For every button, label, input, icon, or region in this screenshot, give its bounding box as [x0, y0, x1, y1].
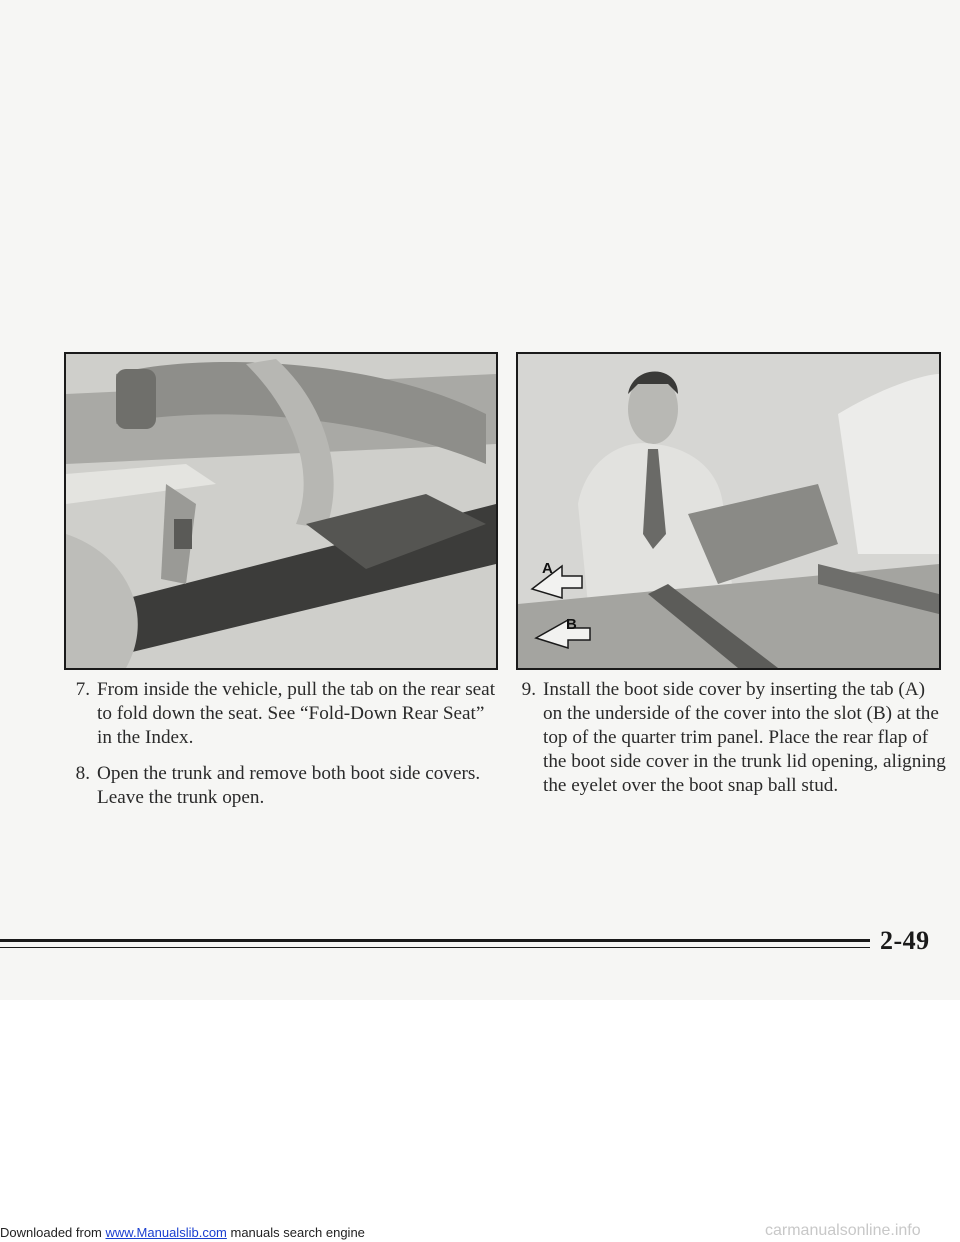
right-column-steps	[506, 678, 946, 810]
step-7	[60, 678, 500, 750]
fold-down-seat-illustration	[64, 352, 498, 670]
download-footer	[0, 1225, 365, 1240]
boot-side-cover-illustration	[516, 352, 941, 670]
footer-rule-thin	[0, 947, 870, 948]
callout-label-a: A	[542, 560, 553, 577]
step-text: Install the boot side cover by inserting the tab (A) on the underside of the cover into the slot (B) at the top of the quarter trim panel. Place the rear flap of the boot side cover in the trunk lid opening, aligning the eyelet over the boot snap ball stud.	[543, 679, 946, 796]
step-number: 7.	[75, 679, 90, 700]
step-number: 9.	[521, 679, 536, 700]
step-9	[506, 678, 946, 798]
page-number: 2-49	[880, 926, 930, 955]
step-text: From inside the vehicle, pull the tab on the rear seat to fold down the seat. See “Fold-Down Rear Seat” in the Index.	[97, 679, 496, 748]
footer-prefix: Downloaded from	[0, 1225, 106, 1240]
callout-label-b: B	[566, 616, 577, 633]
footer-rule	[0, 939, 870, 942]
step-text: Open the trunk and remove both boot side covers. Leave the trunk open.	[97, 763, 481, 808]
left-column-steps	[60, 678, 500, 822]
footer-suffix: manuals search engine	[226, 1225, 365, 1240]
step-8	[60, 762, 500, 810]
manualslib-link[interactable]: www.Manualslib.com	[105, 1225, 227, 1240]
step-number: 8.	[75, 763, 90, 784]
site-watermark: carmanualsonline.info	[765, 1222, 921, 1239]
